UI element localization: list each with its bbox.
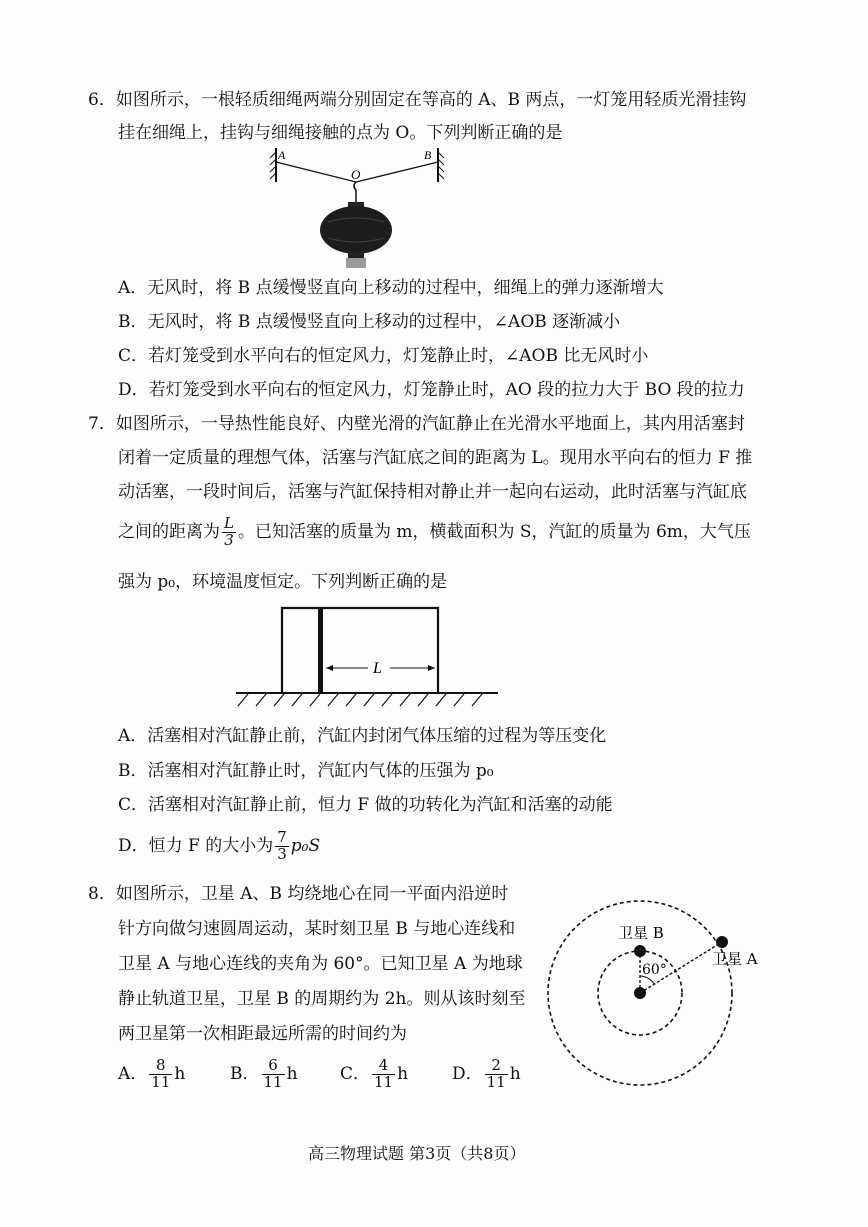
q7-option-d — [118, 830, 320, 863]
q8-option-d — [452, 1058, 521, 1091]
q7-option-d-num: 7 — [277, 828, 287, 846]
q7-stem-line3: 动活塞，一段时间后，活塞与汽缸保持相对静止并一起向右运动，此时活塞与汽缸底 — [118, 482, 747, 502]
q8-option-a-unit: h — [174, 1063, 186, 1084]
q8-option-a-num: 8 — [149, 1058, 172, 1075]
q7-fraction-l3 — [222, 516, 236, 549]
q6-option-d: D．若灯笼受到水平向右的恒定风力，灯笼静止时，AO 段的拉力大于 BO 段的拉力 — [118, 380, 745, 400]
q7-line4-post: 。已知活塞的质量为 m，横截面积为 S，汽缸的质量为 6m，大气压 — [237, 521, 751, 542]
q7-option-a: A．活塞相对汽缸静止前，汽缸内封闭气体压缩的过程为等压变化 — [118, 726, 607, 746]
q8-option-d-fraction — [485, 1058, 508, 1091]
q8-stem-line4: 静止轨道卫星，卫星 B 的周期约为 2h。则从该时刻至 — [118, 989, 526, 1009]
q6-label-b: B — [424, 148, 432, 162]
page-footer: 高三物理试题 第3页（共8页） — [308, 1144, 526, 1163]
q6-option-a: A．无风时，将 B 点缓慢竖直向上移动的过程中，细绳上的弹力逐渐增大 — [118, 278, 664, 298]
q8-option-a — [118, 1058, 185, 1091]
q8-option-a-fraction — [149, 1058, 172, 1091]
q8-option-b-den: 11 — [263, 1072, 283, 1091]
q8-option-c-unit: h — [397, 1063, 409, 1084]
q6-lantern-figure — [268, 148, 448, 273]
q7-option-d-fraction — [275, 830, 289, 863]
q8-option-c — [340, 1058, 408, 1091]
q8-option-c-fraction — [372, 1058, 395, 1091]
q8-option-c-den: 11 — [374, 1072, 394, 1091]
q6-option-c: C．若灯笼受到水平向右的恒定风力，灯笼静止时，∠AOB 比无风时小 — [118, 346, 649, 366]
q6-label-o: O — [351, 167, 361, 182]
q7-stem-line5: 强为 p₀，环境温度恒定。下列判断正确的是 — [118, 572, 448, 592]
q7-stem-line2: 闭着一定质量的理想气体，活塞与汽缸底之间的距离为 L。现用水平向右的恒力 F 推 — [118, 448, 753, 468]
q7-fraction-num: L — [224, 514, 234, 532]
q7-stem-line1: 7．如图所示，一导热性能良好、内壁光滑的汽缸静止在光滑水平地面上，其内用活塞封 — [88, 414, 745, 434]
q8-orbit-figure — [540, 880, 758, 1104]
satellite-a-dot — [716, 936, 728, 948]
q8-label-a: 卫星 A — [712, 950, 758, 968]
q7-line4-pre: 之间的距离为 — [118, 521, 220, 542]
q6-option-b: B．无风时，将 B 点缓慢竖直向上移动的过程中，∠AOB 逐渐减小 — [118, 312, 621, 332]
q7-option-d-post: p₀S — [290, 835, 321, 856]
q8-option-d-num: 2 — [485, 1058, 508, 1075]
q7-label-l: L — [373, 660, 382, 677]
q8-stem-line3: 卫星 A 与地心连线的夹角为 60°。已知卫星 A 为地球 — [118, 954, 523, 974]
satellite-b-dot — [634, 945, 646, 957]
q7-fraction-den: 3 — [224, 530, 234, 549]
q6-stem-line2: 挂在细绳上，挂钩与细绳接触的点为 O。下列判断正确的是 — [118, 123, 563, 143]
q7-cylinder-figure — [236, 606, 500, 712]
q8-option-d-den: 11 — [486, 1072, 506, 1091]
q8-stem-line5: 两卫星第一次相距最远所需的时间约为 — [118, 1024, 407, 1044]
q8-option-c-letter: C． — [340, 1063, 371, 1084]
q8-angle-label: 60° — [642, 962, 667, 978]
q8-option-d-unit: h — [509, 1063, 521, 1084]
q6-label-a: A — [278, 148, 286, 162]
q8-option-a-den: 11 — [151, 1072, 171, 1091]
q7-option-d-den: 3 — [277, 844, 287, 863]
q8-option-c-num: 4 — [372, 1058, 395, 1075]
q8-option-a-letter: A． — [118, 1063, 148, 1084]
q8-option-b-fraction — [262, 1058, 285, 1091]
q8-option-d-letter: D． — [452, 1063, 483, 1084]
q7-option-d-pre: D．恒力 F 的大小为 — [118, 835, 274, 856]
q7-option-c: C．活塞相对汽缸静止前，恒力 F 做的功转化为汽缸和活塞的动能 — [118, 795, 613, 815]
q8-option-b-num: 6 — [262, 1058, 285, 1075]
q8-option-b-unit: h — [286, 1063, 298, 1084]
q8-option-b — [230, 1058, 298, 1091]
q7-option-b: B．活塞相对汽缸静止时，汽缸内气体的压强为 p₀ — [118, 761, 494, 781]
q8-stem-line1: 8．如图所示，卫星 A、B 均绕地心在同一平面内沿逆时 — [88, 884, 509, 904]
q8-label-b: 卫星 B — [618, 924, 664, 942]
q6-stem-line1: 6．如图所示，一根轻质细绳两端分别固定在等高的 A、B 两点，一灯笼用轻质光滑挂钩 — [88, 90, 747, 110]
q8-stem-line2: 针方向做匀速圆周运动，某时刻卫星 B 与地心连线和 — [118, 919, 516, 939]
q8-option-b-letter: B． — [230, 1063, 260, 1084]
q7-stem-line4 — [118, 516, 751, 549]
